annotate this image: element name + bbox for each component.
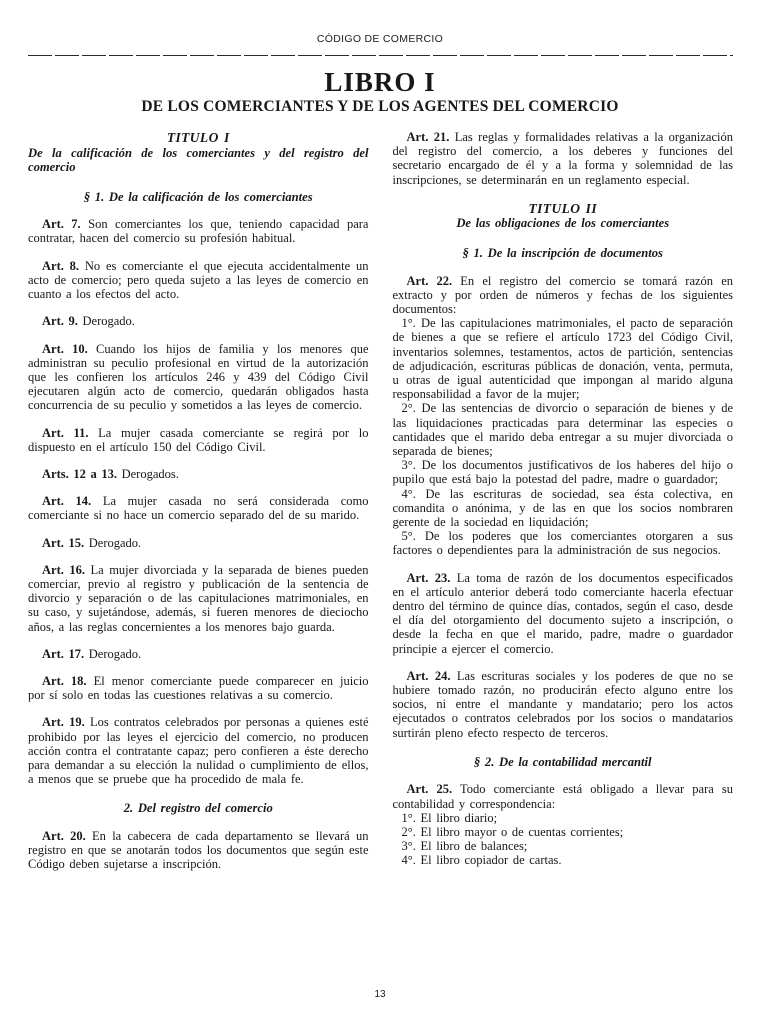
section-heading: § 2. De la contabilidad mercantil — [473, 754, 652, 769]
book-subtitle: DE LOS COMERCIANTES Y DE LOS AGENTES DEL COMERCIO — [141, 98, 619, 115]
article-label: Art. 24. — [406, 668, 451, 683]
section-heading: § 1. De la calificación de los comerciantes — [83, 189, 313, 204]
article-paragraph: Art. 17. Derogado. — [42, 646, 142, 661]
article-paragraph: Art. 22. En el registro del comercio se tomará razón en extracto y por orden de números y fechas de los siguientes documentos: — [392, 273, 733, 316]
list-item: 3°. De los documentos justificativos de los haberes del hijo o pupilo que está bajo la potestad del padre, madre o guardador; — [392, 458, 733, 487]
article-paragraph: Art. 11. La mujer casada comerciante se regirá por lo dispuesto en el artículo 150 del Código Civil. — [28, 425, 369, 454]
article-paragraph: Art. 25. Todo comerciante está obligado a llevar para su contabilidad y correspondencia: — [392, 782, 733, 811]
page-number: 13 — [374, 989, 386, 1000]
article-paragraph: Art. 16. La mujer divorciada y la separada de bienes pueden comerciar, previo al registro y publicación de la sentencia de divorcio y separación o de las capitulaciones matrimoniales, en su caso, y sujetándose, además, si fueren menores de dieciocho años, a las reglas concernientes a los menores bajo guarda. — [28, 562, 369, 634]
article-paragraph: Art. 10. Cuando los hijos de familia y los menores que administran su peculio profesional en virtud de la autorización que les confieren los artículos 246 y 439 del Código Civil ejecutaren algún acto de comercio, quedarán obligados hasta concurrencia de su peculio y sometidos a las leyes de comercio. — [28, 341, 369, 413]
chapter-subtitle: De las obligaciones de los comerciantes — [456, 216, 670, 231]
article-paragraph: Art. 24. Las escrituras sociales y los poderes de que no se hubiere tomado razón, no producirán efecto alguno entre los socios, ni entre el mandante y mandatario; pero los actos ejecutados o contratos celebrados por los socios o mandatarios surtirán pleno efecto respecto de terceros. — [392, 668, 733, 740]
article-paragraph: Art. 7. Son comerciantes los que, teniendo capacidad para contratar, hacen del comercio su profesión habitual. — [28, 217, 369, 246]
article-paragraph: Art. 20. En la cabecera de cada departamento se llevará un registro en que se anotarán todos los documentos que según este Código deben sujetarse a inscripción. — [28, 828, 369, 872]
article-paragraph: Art. 23. La toma de razón de los documentos especificados en el artículo anterior deberá todo comerciante hacerla efectuar dentro del término de quince días, contados, según el caso, desde el día del otorgamiento del documento sujeto a inscripción, o desde la fecha en que el marido, padre, madre o guardador principie a ejercer el comercio. — [392, 570, 733, 656]
list-item: 4°. De las escrituras de sociedad, sea ésta colectiva, en comandita o anónima, y de las en que los socios nombraren gerente de la sociedad en liquidación; — [392, 486, 733, 529]
list-item: 5°. De los poderes que los comerciantes otorgaren a sus factores o dependientes para la administración de sus negocios. — [392, 529, 733, 558]
article-label: Art. 18. — [42, 673, 87, 688]
running-header-title: CÓDIGO DE COMERCIO — [316, 33, 444, 45]
article-label: Art. 9. — [42, 314, 78, 329]
article-label: Art. 11. — [42, 425, 89, 440]
article-label: Art. 19. — [42, 715, 85, 730]
list-item: 1°. El libro diario; — [401, 810, 498, 825]
book-title: LIBRO I — [324, 67, 436, 97]
titulo-heading: TITULO II — [528, 200, 597, 216]
list-item: 4°. El libro copiador de cartas. — [401, 853, 562, 868]
article-label: Art. 17. — [42, 646, 85, 661]
list-item: 1°. De las capitulaciones matrimoniales, el pacto de separación de bienes a que se refiere el artículo 1723 del Código Civil, inventarios solemnes, testamentos, actos de partición, sentencias de adjudicación, escrituras públicas de donación, venta, permuta, u otras de igual autenticidad que impongan al marido alguna responsabilidad a favor de la mujer; — [392, 316, 733, 402]
list-item: 3°. El libro de balances; — [401, 839, 528, 854]
article-label: Art. 16. — [42, 562, 85, 577]
article-paragraph: Art. 8. No es comerciante el que ejecuta accidentalmente un acto de comercio; pero queda sujeto a las leyes de comercio en cuanto a los efectos del acto. — [28, 258, 369, 302]
article-label: Art. 7. — [42, 217, 81, 232]
article-label: Arts. 12 a 13. — [42, 466, 117, 481]
article-paragraph: Arts. 12 a 13. Derogados. — [42, 466, 179, 481]
section-heading: 2. Del registro del comercio — [123, 801, 273, 816]
article-paragraph: Art. 21. Las reglas y formalidades relativas a la organización del registro del comercio, a los deberes y funciones del secretario encargado de él y a la forma y solemnidad de las inscripciones, se determinarán en un reglamento especial. — [392, 130, 733, 187]
header-rule — [28, 54, 733, 56]
article-label: Art. 20. — [42, 828, 86, 843]
list-item: 2°. El libro mayor o de cuentas corrientes; — [401, 825, 624, 839]
article-label: Art. 23. — [406, 570, 451, 585]
article-label: Art. 14. — [42, 494, 92, 509]
titulo-heading: TITULO I — [166, 130, 230, 145]
article-paragraph: Art. 18. El menor comerciante puede comparecer en juicio por sí solo en todas las cuestiones relativas a su comercio. — [28, 673, 369, 703]
list-item: 2°. De las sentencias de divorcio o separación de bienes y de las liquidaciones practicadas para determinar las especies o cantidades que el marido deba entregar a su mujer divorciada o separada de bienes; — [392, 401, 733, 458]
article-paragraph: Art. 15. Derogado. — [42, 535, 142, 550]
article-paragraph: Art. 19. Los contratos celebrados por personas a quienes esté prohibido por las leyes el ejercicio del comercio, no producen acción contra el contratante capaz; pero confieren a éste derecho para demandar a su elección la nulidad o cumplimiento de ellos, a menos que se pruebe que ha procedido de mala fe. — [28, 715, 369, 787]
two-column-text — [28, 130, 733, 872]
article-label: Art. 21. — [406, 130, 450, 144]
chapter-subtitle: De la calificación de los comerciantes y del registro del comercio — [28, 145, 369, 175]
article-label: Art. 8. — [42, 258, 80, 273]
article-label: Art. 15. — [42, 535, 85, 550]
column-left — [28, 130, 369, 872]
article-label: Art. 22. — [406, 273, 453, 288]
column-right — [393, 130, 734, 868]
section-heading: § 1. De la inscripción de documentos — [462, 245, 663, 260]
article-label: Art. 10. — [42, 341, 88, 356]
article-label: Art. 25. — [406, 782, 453, 797]
article-paragraph: Art. 9. Derogado. — [42, 314, 135, 329]
article-paragraph: Art. 14. La mujer casada no será considerada como comerciante si no hace un comercio separado del de su marido. — [28, 494, 369, 523]
